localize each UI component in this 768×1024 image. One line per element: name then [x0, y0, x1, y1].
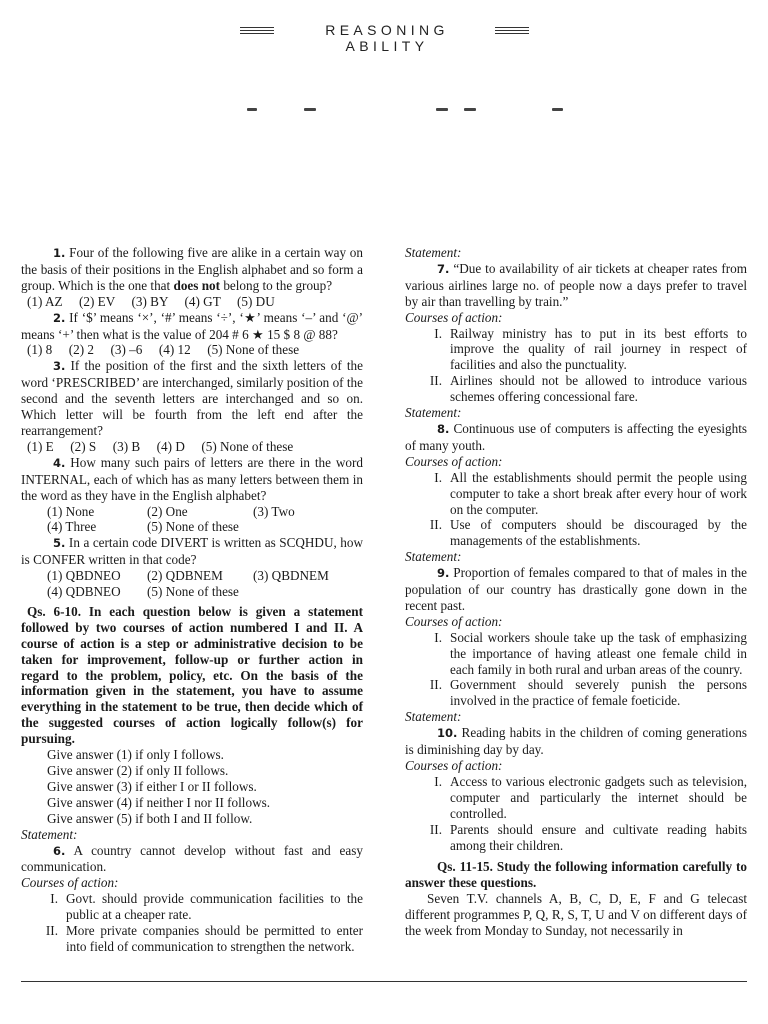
- question-text: Proportion of females compared to that of males in the population of our country has drastically gone down in the recent past.: [405, 565, 748, 613]
- course-item: [405, 677, 747, 709]
- course-text: Railway ministry has to put in its best efforts to improve the quality of rail journey in respect of facilities and also the punctuality.: [450, 325, 747, 373]
- course-number: II.: [45, 923, 58, 939]
- course-number: II.: [429, 373, 442, 389]
- course-number: II.: [429, 677, 442, 693]
- option: (5) None of these: [147, 519, 239, 535]
- statement-label: Statement:: [405, 405, 462, 421]
- course-text: More private companies should be permitted to enter into field of communication to strengthen the network.: [66, 923, 363, 954]
- option: (3) QBDNEM: [253, 568, 329, 584]
- statement-label: Statement:: [21, 826, 78, 842]
- question-number: 2.: [53, 310, 66, 325]
- option: (2) One: [147, 503, 188, 519]
- question-8: [405, 421, 747, 454]
- course-item: [405, 470, 747, 518]
- course-number: II.: [429, 517, 442, 533]
- question-number: 9.: [437, 566, 450, 581]
- option: (4) QDBNEO: [47, 584, 121, 600]
- options-grid: [21, 568, 363, 600]
- question-text: A country cannot develop without fast and easy communication.: [21, 842, 363, 875]
- question-text: If the position of the first and the sixth letters of the word ‘PRESCRIBED’ are interchanged, similarly position of the second and the seventh letters are interchanged and so on. Which letter will be fourth from the left end after the rearrangement?: [21, 358, 363, 438]
- course-number: I.: [434, 325, 442, 341]
- course-number: I.: [434, 773, 442, 789]
- course-text: Use of computers should be discouraged by the managements of the establishments.: [450, 517, 747, 549]
- question-number: 3.: [53, 359, 66, 374]
- statement-label: Statement:: [405, 245, 462, 260]
- option: [253, 519, 353, 535]
- course-text: All the establishments should permit the people using computer to take a short break after every hour of work on the computer.: [450, 469, 747, 517]
- question-text: How many such pairs of letters are there in the word INTERNAL, each of which has as many letters between them in the word as they have in the English alphabet?: [21, 454, 363, 503]
- question-text: Reading habits in the children of coming generations is diminishing day by day.: [405, 725, 748, 758]
- course-number: II.: [429, 821, 442, 837]
- question-text: Continuous use of computers is affecting the eyesights of many youth.: [405, 420, 748, 453]
- question-number: 7.: [437, 261, 450, 276]
- course-text: Government should severely punish the persons involved in the practice of female foeticide.: [450, 677, 747, 709]
- question-text: belong to the group?: [220, 277, 333, 293]
- faded-heading-mark: [552, 108, 563, 111]
- left-column: [21, 245, 363, 955]
- question-number: 1.: [53, 246, 66, 260]
- question-text: If ‘$’ means ‘×’, ‘#’ means ‘÷’, ‘★’ means ‘–’ and ‘@’ means ‘+’ then what is the value of 204 # 6 ★ 15 $ 8 @ 88?: [21, 309, 364, 342]
- option: (1) None: [47, 503, 95, 519]
- header-title: REASONING ABILITY: [325, 22, 449, 54]
- question-6: [21, 843, 363, 876]
- option: [253, 584, 353, 600]
- courses-label: Courses of action:: [21, 875, 119, 891]
- courses-label: Courses of action:: [405, 758, 503, 773]
- course-text: Social workers shoule take up the task of emphasizing the importance of having atleast one female child in each family in both rural and urban areas of the counry.: [450, 629, 747, 677]
- option: (4) Three: [47, 519, 97, 535]
- question-9: [405, 565, 747, 614]
- course-number: I.: [50, 891, 58, 907]
- answer-key-item: Give answer (4) if neither I nor II follows.: [47, 794, 271, 810]
- course-item: [21, 891, 363, 923]
- course-item: [405, 630, 747, 678]
- footer-rule: [21, 981, 747, 982]
- question-number: 10.: [437, 726, 458, 741]
- question-number: 6.: [53, 843, 66, 858]
- statement-label: Statement:: [405, 549, 462, 565]
- course-item: [405, 326, 747, 374]
- course-item: [21, 923, 363, 955]
- header-rule-left: [240, 27, 274, 36]
- question-text: Four of the following five are alike in a certain way on the basis of their positions in the English alphabet and so form a group. Which is the one that: [21, 245, 363, 293]
- course-text: Parents should ensure and cultivate reading habits among their children.: [450, 821, 747, 853]
- faded-heading-mark: [247, 108, 257, 111]
- right-column: [405, 245, 747, 939]
- question-number: 4.: [53, 455, 66, 470]
- option: (1) QBDNEO: [47, 568, 121, 584]
- course-number: I.: [434, 469, 442, 485]
- faded-heading-mark: [464, 108, 476, 111]
- course-item: [405, 774, 747, 822]
- options-row: (1) AZ (2) EV (3) BY (4) GT (5) DU: [27, 293, 275, 309]
- question-text: In a certain code DIVERT is written as SCQHDU, how is CONFER written in that code?: [21, 535, 364, 568]
- course-item: [405, 373, 747, 405]
- courses-label: Courses of action:: [405, 453, 503, 469]
- course-item: [405, 517, 747, 549]
- question-3: [21, 358, 363, 439]
- course-number: I.: [434, 629, 442, 645]
- question-4: [21, 455, 363, 504]
- option: (5) None of these: [147, 584, 239, 600]
- courses-label: Courses of action:: [405, 309, 503, 325]
- option: (2) QDBNEM: [147, 568, 223, 584]
- faded-heading-mark: [304, 108, 316, 111]
- question-text: “Due to availability of air tickets at cheaper rates from various airlines large no. of people now a days prefer to travel by air than travelling by train.”: [405, 260, 748, 309]
- course-item: [405, 822, 747, 854]
- running-header: [0, 22, 768, 54]
- question-2: [21, 310, 363, 343]
- options-row: (1) 8 (2) 2 (3) –6 (4) 12 (5) None of these: [27, 342, 300, 358]
- question-7: [405, 261, 747, 310]
- statement-label: Statement:: [405, 709, 462, 725]
- info-paragraph: Seven T.V. channels A, B, C, D, E, F and G telecast different programmes P, Q, R, S, T, U and V on different days of the week from Monday to Sunday, not necessarily in: [405, 891, 747, 939]
- question-number: 5.: [53, 536, 66, 551]
- question-emphasis: does not: [173, 277, 221, 293]
- header-rule-right: [495, 27, 529, 36]
- option: (3) Two: [253, 503, 295, 519]
- instructions-6-10: Qs. 6-10. In each question below is given a statement followed by two courses of action numbered I and II. A course of action is a step or administrative decision to be taken for improvement, follow-up or further action in regard to the problem, policy, etc. On the basis of the information given in the statement, you have to assume everything in the statement to be true, then decide which of the suggested courses of action logically follow(s) for pursuing.: [21, 603, 363, 747]
- answer-key-list: [21, 747, 363, 827]
- faded-heading-mark: [436, 108, 448, 111]
- question-10: [405, 725, 747, 758]
- answer-key-item: Give answer (2) if only II follows.: [47, 763, 229, 778]
- instructions-11-15: Qs. 11-15. Study the following information carefully to answer these questions.: [405, 859, 747, 891]
- course-text: Govt. should provide communication facilities to the public at a cheaper rate.: [66, 891, 363, 923]
- options-grid: [21, 504, 363, 536]
- course-text: Access to various electronic gadgets such as television, computer and particularly the internet should be controlled.: [450, 773, 747, 821]
- course-text: Airlines should not be allowed to introduce various schemes offering concessional fare.: [450, 373, 747, 405]
- question-1: [21, 245, 363, 294]
- answer-key-item: Give answer (1) if only I follows.: [47, 747, 224, 763]
- question-number: 8.: [437, 421, 450, 436]
- courses-label: Courses of action:: [405, 613, 503, 629]
- question-5: [21, 535, 363, 568]
- answer-key-item: Give answer (3) if either I or II follows.: [47, 778, 257, 794]
- options-row: (1) E (2) S (3) B (4) D (5) None of these: [27, 438, 294, 454]
- answer-key-item: Give answer (5) if both I and II follow.: [47, 810, 253, 826]
